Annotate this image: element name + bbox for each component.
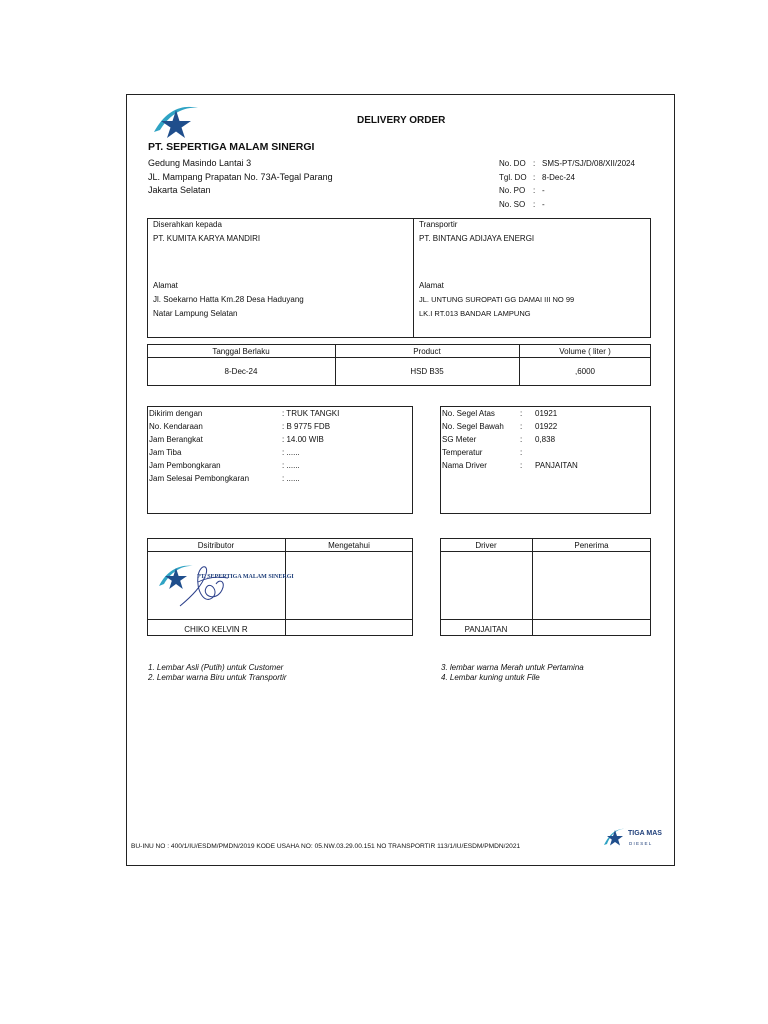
document-title: DELIVERY ORDER — [357, 115, 446, 126]
signature-header-receiver: Penerima — [574, 541, 609, 550]
company-name: PT. SEPERTIGA MALAM SINERGI — [148, 141, 315, 153]
shipping-value: : ...... — [282, 448, 300, 457]
note-line: 2. Lembar warna Biru untuk Transportir — [148, 673, 287, 682]
seal-value: 0,838 — [535, 435, 556, 444]
shipping-label: No. Kendaraan — [149, 422, 203, 431]
product-header-date: Tanggal Berlaku — [212, 347, 270, 356]
order-info-sep: : — [533, 200, 536, 209]
product-header-volume: Volume ( liter ) — [559, 347, 611, 356]
signature-scribble-icon — [176, 560, 236, 612]
shipping-value: : ...... — [282, 461, 300, 470]
signature-name-driver: PANJAITAN — [464, 625, 508, 634]
signature-name-line — [440, 619, 651, 620]
parties-divider — [413, 218, 414, 338]
seal-label: SG Meter — [442, 435, 477, 444]
seal-value: 01922 — [535, 422, 558, 431]
shipping-value: : 14.00 WIB — [282, 435, 324, 444]
stamp-company-name: PT. SEPERTIGA MALAM SINERGI — [197, 574, 294, 580]
order-info-value: - — [542, 186, 545, 195]
shipping-label: Jam Selesai Pembongkaran — [149, 474, 250, 483]
shipping-label: Jam Pembongkaran — [149, 461, 221, 470]
signature-header-line — [440, 551, 651, 552]
signature-header-acknowledged: Mengetahui — [328, 541, 370, 550]
seal-sep: : — [520, 422, 523, 431]
product-table-header-line — [147, 357, 651, 358]
signature-header-distributor: Dsitributor — [197, 541, 235, 550]
note-line: 1. Lembar Asli (Putih) untuk Customer — [148, 663, 284, 672]
recipient-address-line: Jl. Soekarno Hatta Km.28 Desa Haduyang — [153, 295, 304, 304]
order-info-value: 8-Dec-24 — [542, 173, 575, 182]
note-line: 4. Lembar kuning untuk File — [441, 673, 540, 682]
signature-header-driver: Driver — [475, 541, 497, 550]
shipping-label: Dikirim dengan — [149, 409, 203, 418]
product-cell-date: 8-Dec-24 — [224, 367, 258, 376]
seal-sep: : — [520, 435, 523, 444]
seal-value: 01921 — [535, 409, 558, 418]
seal-value: PANJAITAN — [535, 461, 578, 470]
seal-sep: : — [520, 409, 523, 418]
shipping-value: : TRUK TANGKI — [282, 409, 340, 418]
seal-sep: : — [520, 461, 523, 470]
order-info-sep: : — [533, 173, 536, 182]
order-info-label: No. PO — [499, 186, 526, 195]
recipient-address-line: Natar Lampung Selatan — [153, 309, 238, 318]
company-address-line: Jakarta Selatan — [148, 185, 211, 195]
seal-label: Temperatur — [442, 448, 483, 457]
tiga-mas-logo-icon — [603, 825, 627, 849]
company-address-line: Gedung Masindo Lantai 3 — [148, 158, 252, 168]
product-cell-volume: ,6000 — [574, 367, 596, 376]
product-cell-product: HSD B35 — [410, 367, 444, 376]
shipping-label: Jam Berangkat — [149, 435, 203, 444]
recipient-heading: Diserahkan kepada — [153, 220, 222, 229]
footer-license-text: BU-INU NO : 400/1/IU/ESDM/PMDN/2019 KODE USAHA NO: 05.NW.03.29.00.151 NO TRANSPORTIR 113/1/IU/ESDM/PMDN/2021 — [131, 843, 521, 850]
order-info-sep: : — [533, 159, 536, 168]
shipping-value: : B 9775 FDB — [282, 422, 331, 431]
company-logo-icon — [152, 102, 200, 140]
tiga-mas-sub: D I E S E L — [629, 841, 652, 846]
signature-header-line — [147, 551, 413, 552]
transporter-heading: Transportir — [419, 220, 458, 229]
order-info-value: - — [542, 200, 545, 209]
shipping-value: : ...... — [282, 474, 300, 483]
seal-label: No. Segel Bawah — [442, 422, 504, 431]
order-info-sep: : — [533, 186, 536, 195]
order-info-value: SMS-PT/SJ/D/08/XII/2024 — [542, 159, 635, 168]
signature-name-distributor: CHIKO KELVIN R — [184, 625, 248, 634]
seal-label: Nama Driver — [442, 461, 487, 470]
transporter-name: PT. BINTANG ADIJAYA ENERGI — [419, 234, 535, 243]
order-info-label: No. DO — [499, 159, 526, 168]
signature-table-right — [440, 538, 651, 636]
seal-sep: : — [520, 448, 523, 457]
order-info-label: Tgl. DO — [499, 173, 527, 182]
note-line: 3. lembar warna Merah untuk Pertamina — [441, 663, 584, 672]
transporter-address-line: JL. UNTUNG SUROPATI GG DAMAI III NO 99 — [419, 295, 575, 304]
signature-name-line — [147, 619, 413, 620]
signature-col-line — [285, 538, 286, 636]
recipient-address-label: Alamat — [153, 281, 178, 290]
transporter-address-line: LK.I RT.013 BANDAR LAMPUNG — [419, 309, 531, 318]
order-info-label: No. SO — [499, 200, 526, 209]
seal-label: No. Segel Atas — [442, 409, 495, 418]
shipping-label: Jam Tiba — [149, 448, 182, 457]
tiga-mas-name: TIGA MAS — [628, 830, 662, 837]
signature-col-line — [532, 538, 533, 636]
product-header-product: Product — [413, 347, 441, 356]
recipient-name: PT. KUMITA KARYA MANDIRI — [153, 234, 261, 243]
company-address-line: JL. Mampang Prapatan No. 73A-Tegal Parang — [148, 172, 333, 182]
transporter-address-label: Alamat — [419, 281, 444, 290]
